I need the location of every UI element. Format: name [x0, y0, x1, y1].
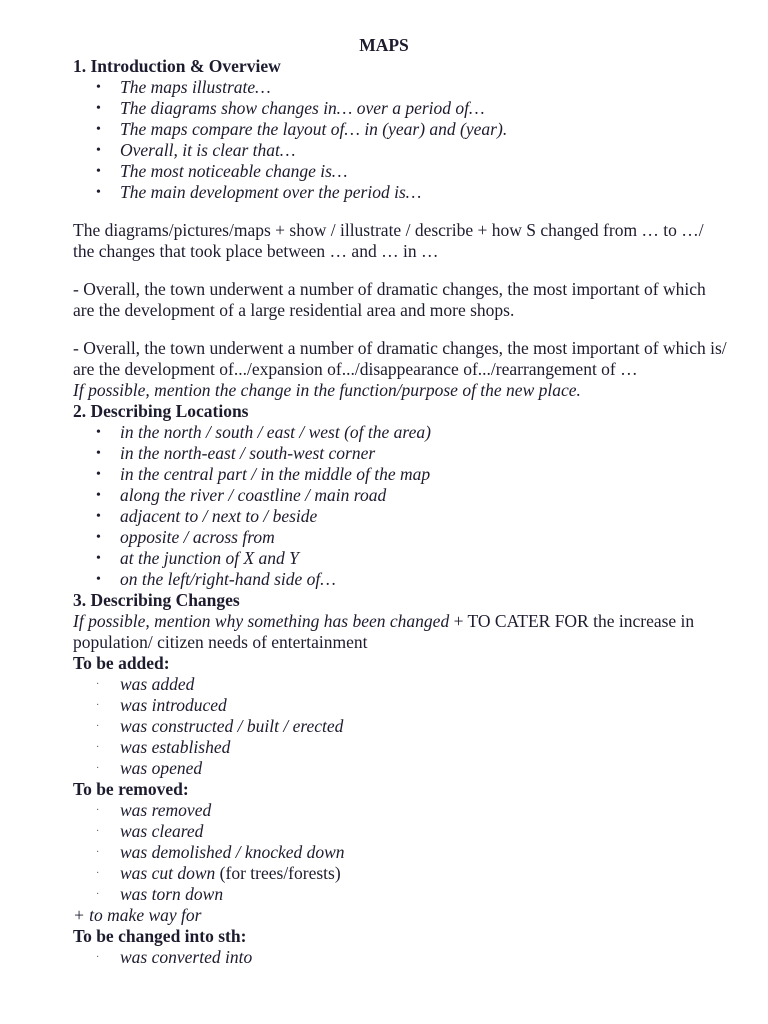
make-way-note: + to make way for — [73, 905, 202, 925]
introduction-list — [73, 77, 728, 203]
list-item: • in the north-east / south-west corner — [120, 443, 728, 464]
section-heading-changes: 3. Describing Changes — [73, 590, 240, 610]
paragraph-note: If possible, mention the change in the function/purpose of the new place. — [73, 380, 581, 400]
list-item: • The most noticeable change is… — [120, 161, 728, 182]
added-list — [73, 674, 728, 779]
list-item: • on the left/right-hand side of… — [120, 569, 728, 590]
list-item — [120, 863, 728, 884]
changed-list — [73, 947, 728, 968]
list-item: · was removed — [120, 800, 728, 821]
list-item: • adjacent to / next to / beside — [120, 506, 728, 527]
subheading-added: To be added: — [73, 653, 170, 673]
list-item: · was demolished / knocked down — [120, 842, 728, 863]
list-item: • at the junction of X and Y — [120, 548, 728, 569]
section-heading-locations: 2. Describing Locations — [73, 401, 249, 421]
changes-intro — [73, 611, 728, 653]
list-item: • The maps compare the layout of… in (year) and (year). — [120, 119, 728, 140]
list-item: • in the north / south / east / west (of the area) — [120, 422, 728, 443]
list-item: • The diagrams show changes in… over a period of… — [120, 98, 728, 119]
list-item-text: was cut down — [120, 863, 216, 883]
list-item: • Overall, it is clear that… — [120, 140, 728, 161]
list-item: • The maps illustrate… — [120, 77, 728, 98]
list-item: • along the river / coastline / main road — [120, 485, 728, 506]
list-item: · was introduced — [120, 695, 728, 716]
list-item: • The main development over the period is… — [120, 182, 728, 203]
locations-list — [73, 422, 728, 590]
list-item: • opposite / across from — [120, 527, 728, 548]
subheading-removed: To be removed: — [73, 779, 189, 799]
list-item: · was opened — [120, 758, 728, 779]
changes-intro-rest: + TO CATER FOR the increase in population/ citizen needs of entertainment — [73, 611, 695, 652]
list-item-note: (for trees/forests) — [215, 863, 341, 883]
paragraph: - Overall, the town underwent a number of dramatic changes, the most important of which is/ are the development of.../expansion of.../disappearance of.../rearrangement of … — [73, 338, 727, 379]
paragraph: The diagrams/pictures/maps + show / illustrate / describe + how S changed from … to …/ the changes that took place between … and … in … — [73, 220, 704, 261]
list-item: · was established — [120, 737, 728, 758]
removed-list — [73, 800, 728, 905]
list-item: • in the central part / in the middle of the map — [120, 464, 728, 485]
paragraph: - Overall, the town underwent a number of dramatic changes, the most important of which are the development of a large residential area and more shops. — [73, 279, 706, 320]
section-heading-introduction: 1. Introduction & Overview — [73, 56, 281, 76]
subheading-changed: To be changed into sth: — [73, 926, 247, 946]
list-item: · was torn down — [120, 884, 728, 905]
list-item: · was cleared — [120, 821, 728, 842]
page-title: MAPS — [359, 35, 409, 55]
list-item: · was added — [120, 674, 728, 695]
list-item: · was converted into — [120, 947, 728, 968]
changes-intro-italic: If possible, mention why something has been changed — [73, 611, 450, 631]
list-item: · was constructed / built / erected — [120, 716, 728, 737]
